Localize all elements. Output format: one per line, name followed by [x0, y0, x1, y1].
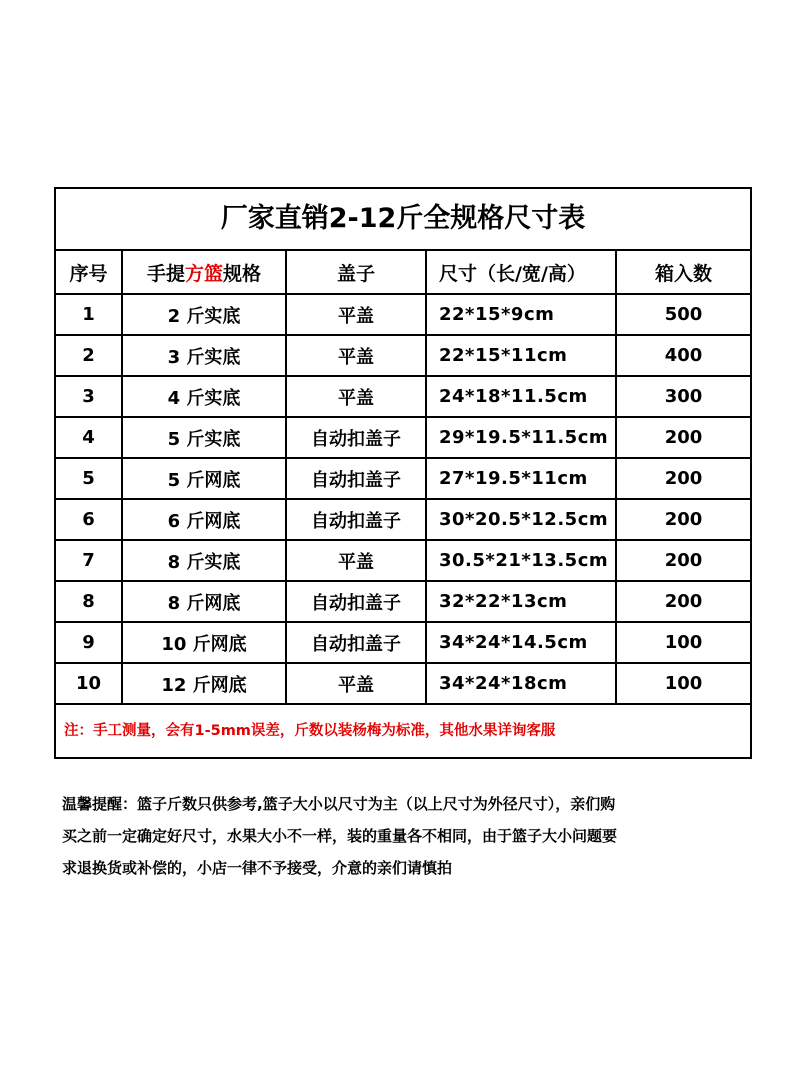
header-spec: [122, 251, 286, 294]
row-size: 32*22*13cm: [426, 581, 616, 622]
row-index: 1: [56, 294, 122, 335]
row-size: 34*24*18cm: [426, 663, 616, 703]
row-spec: 2 斤实底: [122, 294, 286, 335]
spec-table: [56, 251, 750, 703]
reminder-line: 求退换货或补偿的，小店一律不予接受，介意的亲们请慎拍: [62, 859, 453, 877]
row-spec: 8 斤网底: [122, 581, 286, 622]
size-chart-table: [54, 187, 752, 759]
row-qty: 200: [616, 458, 750, 499]
row-spec: 3 斤实底: [122, 335, 286, 376]
row-lid: 平盖: [286, 540, 426, 581]
row-lid: 自动扣盖子: [286, 458, 426, 499]
row-qty: 200: [616, 581, 750, 622]
row-qty: 200: [616, 540, 750, 581]
row-spec: 6 斤网底: [122, 499, 286, 540]
row-index: 6: [56, 499, 122, 540]
row-index: 9: [56, 622, 122, 663]
header-row: [56, 251, 750, 294]
reminder-line: 温馨提醒：篮子斤数只供参考,篮子大小以尺寸为主（以上尺寸为外径尺寸），亲们购: [62, 795, 616, 813]
row-index: 5: [56, 458, 122, 499]
row-index: 3: [56, 376, 122, 417]
row-size: 27*19.5*11cm: [426, 458, 616, 499]
table-title: 厂家直销2-12斤全规格尺寸表: [56, 189, 750, 251]
warm-reminder: [62, 788, 752, 884]
table-row: [56, 499, 750, 540]
table-row: [56, 663, 750, 703]
row-spec: 5 斤实底: [122, 417, 286, 458]
header-box-qty: 箱入数: [616, 251, 750, 294]
row-size: 24*18*11.5cm: [426, 376, 616, 417]
row-index: 8: [56, 581, 122, 622]
row-qty: 500: [616, 294, 750, 335]
row-qty: 200: [616, 417, 750, 458]
row-qty: 200: [616, 499, 750, 540]
row-qty: 100: [616, 663, 750, 703]
reminder-line: 买之前一定确定好尺寸，水果大小不一样，装的重量各不相同，由于篮子大小问题要: [62, 827, 618, 845]
header-spec-highlight: 方篮: [184, 262, 223, 285]
header-spec-suffix: 规格: [223, 262, 262, 285]
row-spec: 12 斤网底: [122, 663, 286, 703]
row-size: 30*20.5*12.5cm: [426, 499, 616, 540]
table-row: [56, 417, 750, 458]
row-qty: 300: [616, 376, 750, 417]
row-qty: 100: [616, 622, 750, 663]
row-lid: 平盖: [286, 663, 426, 703]
table-row: [56, 458, 750, 499]
measurement-note: 注：手工测量，会有1-5mm误差，斤数以装杨梅为标准，其他水果详询客服: [56, 703, 750, 757]
row-index: 10: [56, 663, 122, 703]
row-lid: 自动扣盖子: [286, 417, 426, 458]
row-size: 30.5*21*13.5cm: [426, 540, 616, 581]
header-lid: 盖子: [286, 251, 426, 294]
row-size: 34*24*14.5cm: [426, 622, 616, 663]
table-row: [56, 581, 750, 622]
row-index: 2: [56, 335, 122, 376]
table-row: [56, 376, 750, 417]
row-size: 22*15*11cm: [426, 335, 616, 376]
table-row: [56, 335, 750, 376]
row-size: 29*19.5*11.5cm: [426, 417, 616, 458]
table-row: [56, 540, 750, 581]
row-index: 7: [56, 540, 122, 581]
row-lid: 平盖: [286, 294, 426, 335]
row-lid: 平盖: [286, 335, 426, 376]
header-index: 序号: [56, 251, 122, 294]
row-qty: 400: [616, 335, 750, 376]
row-lid: 自动扣盖子: [286, 622, 426, 663]
row-spec: 10 斤网底: [122, 622, 286, 663]
row-lid: 自动扣盖子: [286, 499, 426, 540]
row-spec: 4 斤实底: [122, 376, 286, 417]
table-row: [56, 622, 750, 663]
row-lid: 平盖: [286, 376, 426, 417]
header-spec-prefix: 手提: [146, 262, 185, 285]
row-size: 22*15*9cm: [426, 294, 616, 335]
row-spec: 8 斤实底: [122, 540, 286, 581]
row-lid: 自动扣盖子: [286, 581, 426, 622]
table-row: [56, 294, 750, 335]
header-size: 尺寸（长/宽/高）: [426, 251, 616, 294]
row-spec: 5 斤网底: [122, 458, 286, 499]
row-index: 4: [56, 417, 122, 458]
